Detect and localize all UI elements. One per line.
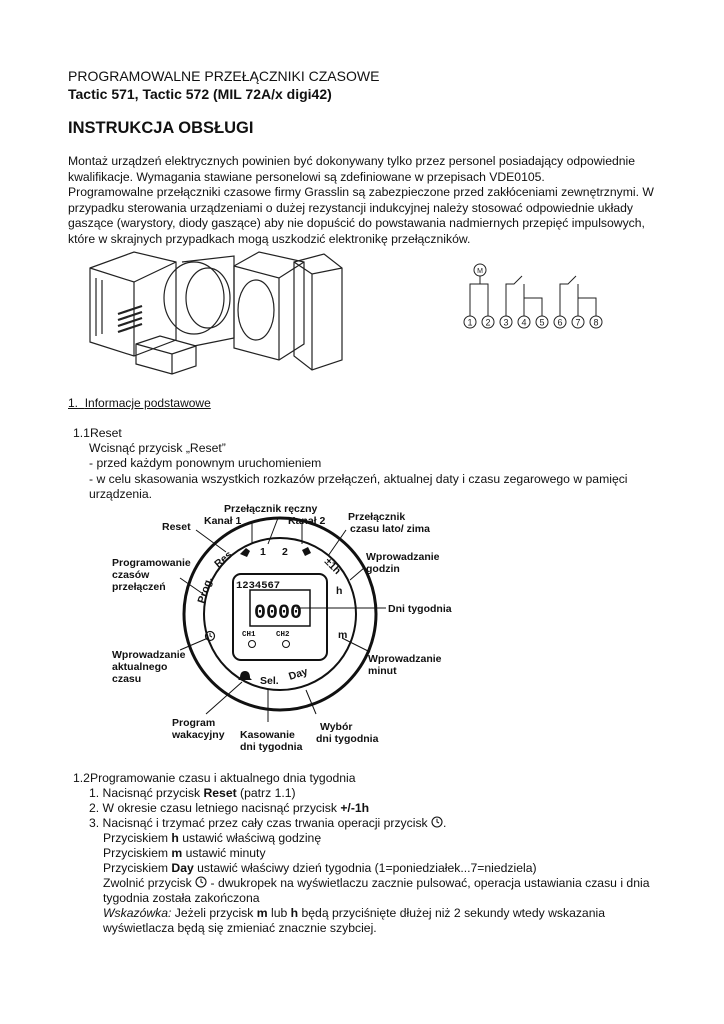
hours-bold: h <box>171 831 179 845</box>
prog-button[interactable]: Prog. <box>195 575 216 605</box>
delete-days-button[interactable]: Sel. <box>260 675 279 687</box>
select-day-button[interactable]: Day <box>287 665 310 683</box>
step-2 <box>89 801 369 816</box>
device-illustration <box>84 248 344 378</box>
reset-line-3: - w celu skasowania wszystkich rozkazów przełączeń, aktualnej daty i czasu zegarowego w pamięci <box>89 472 628 486</box>
ch2-clock-icon <box>283 641 290 648</box>
intro-text <box>68 154 668 247</box>
step-3-release <box>103 876 649 891</box>
reset-line-4: urządzenia. <box>89 487 153 501</box>
channel-2-button[interactable]: 2 <box>282 546 288 558</box>
label-manual-switch: Przełącznik ręczny <box>224 503 318 515</box>
day-bold: Day <box>171 861 194 875</box>
step-1 <box>89 786 296 801</box>
terminal-label-1: 1 <box>467 317 473 328</box>
tip-m: m <box>256 906 268 920</box>
wiring-diagram <box>460 258 610 334</box>
terminal-label-4: 4 <box>521 317 527 328</box>
step-2-pre: 2. W okresie czasu letniego nacisnąć przycisk <box>89 801 341 815</box>
section-1-heading <box>68 396 211 410</box>
step-3-end: . <box>443 816 447 830</box>
motor-label: M <box>477 268 483 275</box>
terminal-label-8: 8 <box>593 317 599 328</box>
release-pre: Zwolnić przycisk <box>103 876 196 890</box>
ch2-hand-icon <box>302 547 311 556</box>
lcd-days: 1234567 <box>236 580 281 592</box>
page-title: INSTRUKCJA OBSŁUGI <box>68 119 254 137</box>
step-3-text: 3. Nacisnąć i trzymać przez cały czas trwania operacji przycisk <box>89 816 432 830</box>
tip-post: będą przyciśnięte dłużej niż 2 sekundy wtedy wskazania <box>298 906 605 920</box>
hours-post: ustawić właściwą godzinę <box>178 831 322 845</box>
step-2-bold: +/-1h <box>340 801 370 815</box>
label-channel-1: Kanał 1 <box>204 515 242 527</box>
label-minutes-2: minut <box>368 665 397 677</box>
step-3-day <box>103 861 537 876</box>
step-3-release-2: tygodnia została zakończona <box>103 891 260 905</box>
section-1-title: Informacje podstawowe <box>84 396 211 410</box>
terminal-label-2: 2 <box>485 317 491 328</box>
label-vacation-2: wakacyjny <box>172 729 225 741</box>
label-reset: Reset <box>162 521 191 533</box>
label-delete-days-2: dni tygodnia <box>240 741 303 753</box>
label-select-days-1: Wybór <box>320 721 353 733</box>
hours-pre: Przyciskiem <box>103 831 172 845</box>
step-3 <box>89 816 446 831</box>
vacation-bell-icon <box>238 671 252 680</box>
label-hours-2: godzin <box>366 563 400 575</box>
tip-label: Wskazówka: <box>103 906 172 920</box>
intro-paragraph-2: Programowalne przełączniki czasowe firmy Grasslin są zabezpieczone przed zakłóceniami zewnętrznymi. W przypadku sterowania urządzeniami o dużej rezystancji indukcyjnej należy stosować odpowiednie układy gaszące (warystory, diody gaszące) aby nie dopuścić do powstawania nadmiernych przepięć impulsowych, które w skrajnych przypadkach mogą uszkodzić elektronikę przełączników. <box>68 185 654 246</box>
reset-heading: 1.1Reset <box>73 426 122 440</box>
clock-button-icon-2 <box>195 876 207 888</box>
label-select-days-2: dni tygodnia <box>316 733 379 745</box>
step-1-post: (patrz 1.1) <box>236 786 296 800</box>
label-current-time-3: czasu <box>112 673 142 685</box>
reset-line-1: Wcisnąć przycisk „Reset” <box>89 441 226 455</box>
ch1-clock-icon <box>249 641 256 648</box>
document-subheader: Tactic 571, Tactic 572 (MIL 72A/x digi42) <box>68 86 332 102</box>
label-hours-1: Wprowadzanie <box>366 551 440 563</box>
tip-pre: Jeżeli przycisk <box>171 906 257 920</box>
step-1-bold: Reset <box>203 786 237 800</box>
lcd-ch2: CH2 <box>276 631 290 639</box>
reset-button[interactable]: Res <box>212 548 235 571</box>
tip-line-2: wyświetlacza będą się zmieniać znacznie szybciej. <box>103 921 377 935</box>
terminal-label-3: 3 <box>503 317 509 328</box>
terminal-label-5: 5 <box>539 317 545 328</box>
label-current-time-1: Wprowadzanie <box>112 649 186 661</box>
minutes-post: ustawić minuty <box>182 846 266 860</box>
channel-1-button[interactable]: 1 <box>260 546 266 558</box>
label-delete-days-1: Kasowanie <box>240 729 295 741</box>
section-1-number: 1. <box>68 396 79 410</box>
clock-button-icon <box>431 816 443 828</box>
day-pre: Przyciskiem <box>103 861 172 875</box>
intro-paragraph-1: Montaż urządzeń elektrycznych powinien być dokonywany tylko przez personel posiadający odpowiednie kwalifikacje. Wymagania stawiane personelowi są zdefiniowane w przepisach VDE0105. <box>68 154 636 184</box>
lcd-ch1: CH1 <box>242 631 256 639</box>
tip <box>103 906 605 921</box>
label-weekdays: Dni tygodnia <box>388 603 452 615</box>
terminal-label-6: 6 <box>557 317 563 328</box>
step-1-pre: 1. Nacisnąć przycisk <box>89 786 204 800</box>
label-programming-1: Programowanie <box>112 557 191 569</box>
minutes-bold: m <box>171 846 183 860</box>
dst-button[interactable]: ±1h <box>321 555 344 577</box>
hours-button[interactable]: h <box>336 585 343 597</box>
section-1-2-heading: 1.2Programowanie czasu i aktualnego dnia tygodnia <box>73 771 356 785</box>
dial-diagram <box>100 500 460 762</box>
label-dst-switch-2: czasu lato/ zima <box>350 523 430 535</box>
tip-mid: lub <box>267 906 291 920</box>
terminal-label-7: 7 <box>575 317 581 328</box>
step-3-hours <box>103 831 321 846</box>
minutes-pre: Przyciskiem <box>103 846 172 860</box>
reset-line-2: - przed każdym ponownym uruchomieniem <box>89 456 322 470</box>
minutes-button[interactable]: m <box>338 629 348 641</box>
lcd-time: 0000 <box>254 602 303 625</box>
tip-h: h <box>290 906 299 920</box>
label-dst-switch-1: Przełącznik <box>348 511 406 523</box>
label-current-time-2: aktualnego <box>112 661 168 673</box>
release-post: - dwukropek na wyświetlaczu zacznie pulsować, operacja ustawiania czasu i dnia <box>207 876 650 890</box>
step-3-minutes <box>103 846 266 861</box>
label-minutes-1: Wprowadzanie <box>368 653 442 665</box>
label-vacation-1: Program <box>172 717 216 729</box>
document-header: PROGRAMOWALNE PRZEŁĄCZNIKI CZASOWE <box>68 68 380 84</box>
label-programming-2: czasów <box>112 569 150 581</box>
label-programming-3: przełączeń <box>112 581 166 593</box>
day-post: ustawić właściwy dzień tygodnia (1=poniedziałek...7=niedziela) <box>193 861 537 875</box>
label-channel-2: Kanał 2 <box>288 515 326 527</box>
